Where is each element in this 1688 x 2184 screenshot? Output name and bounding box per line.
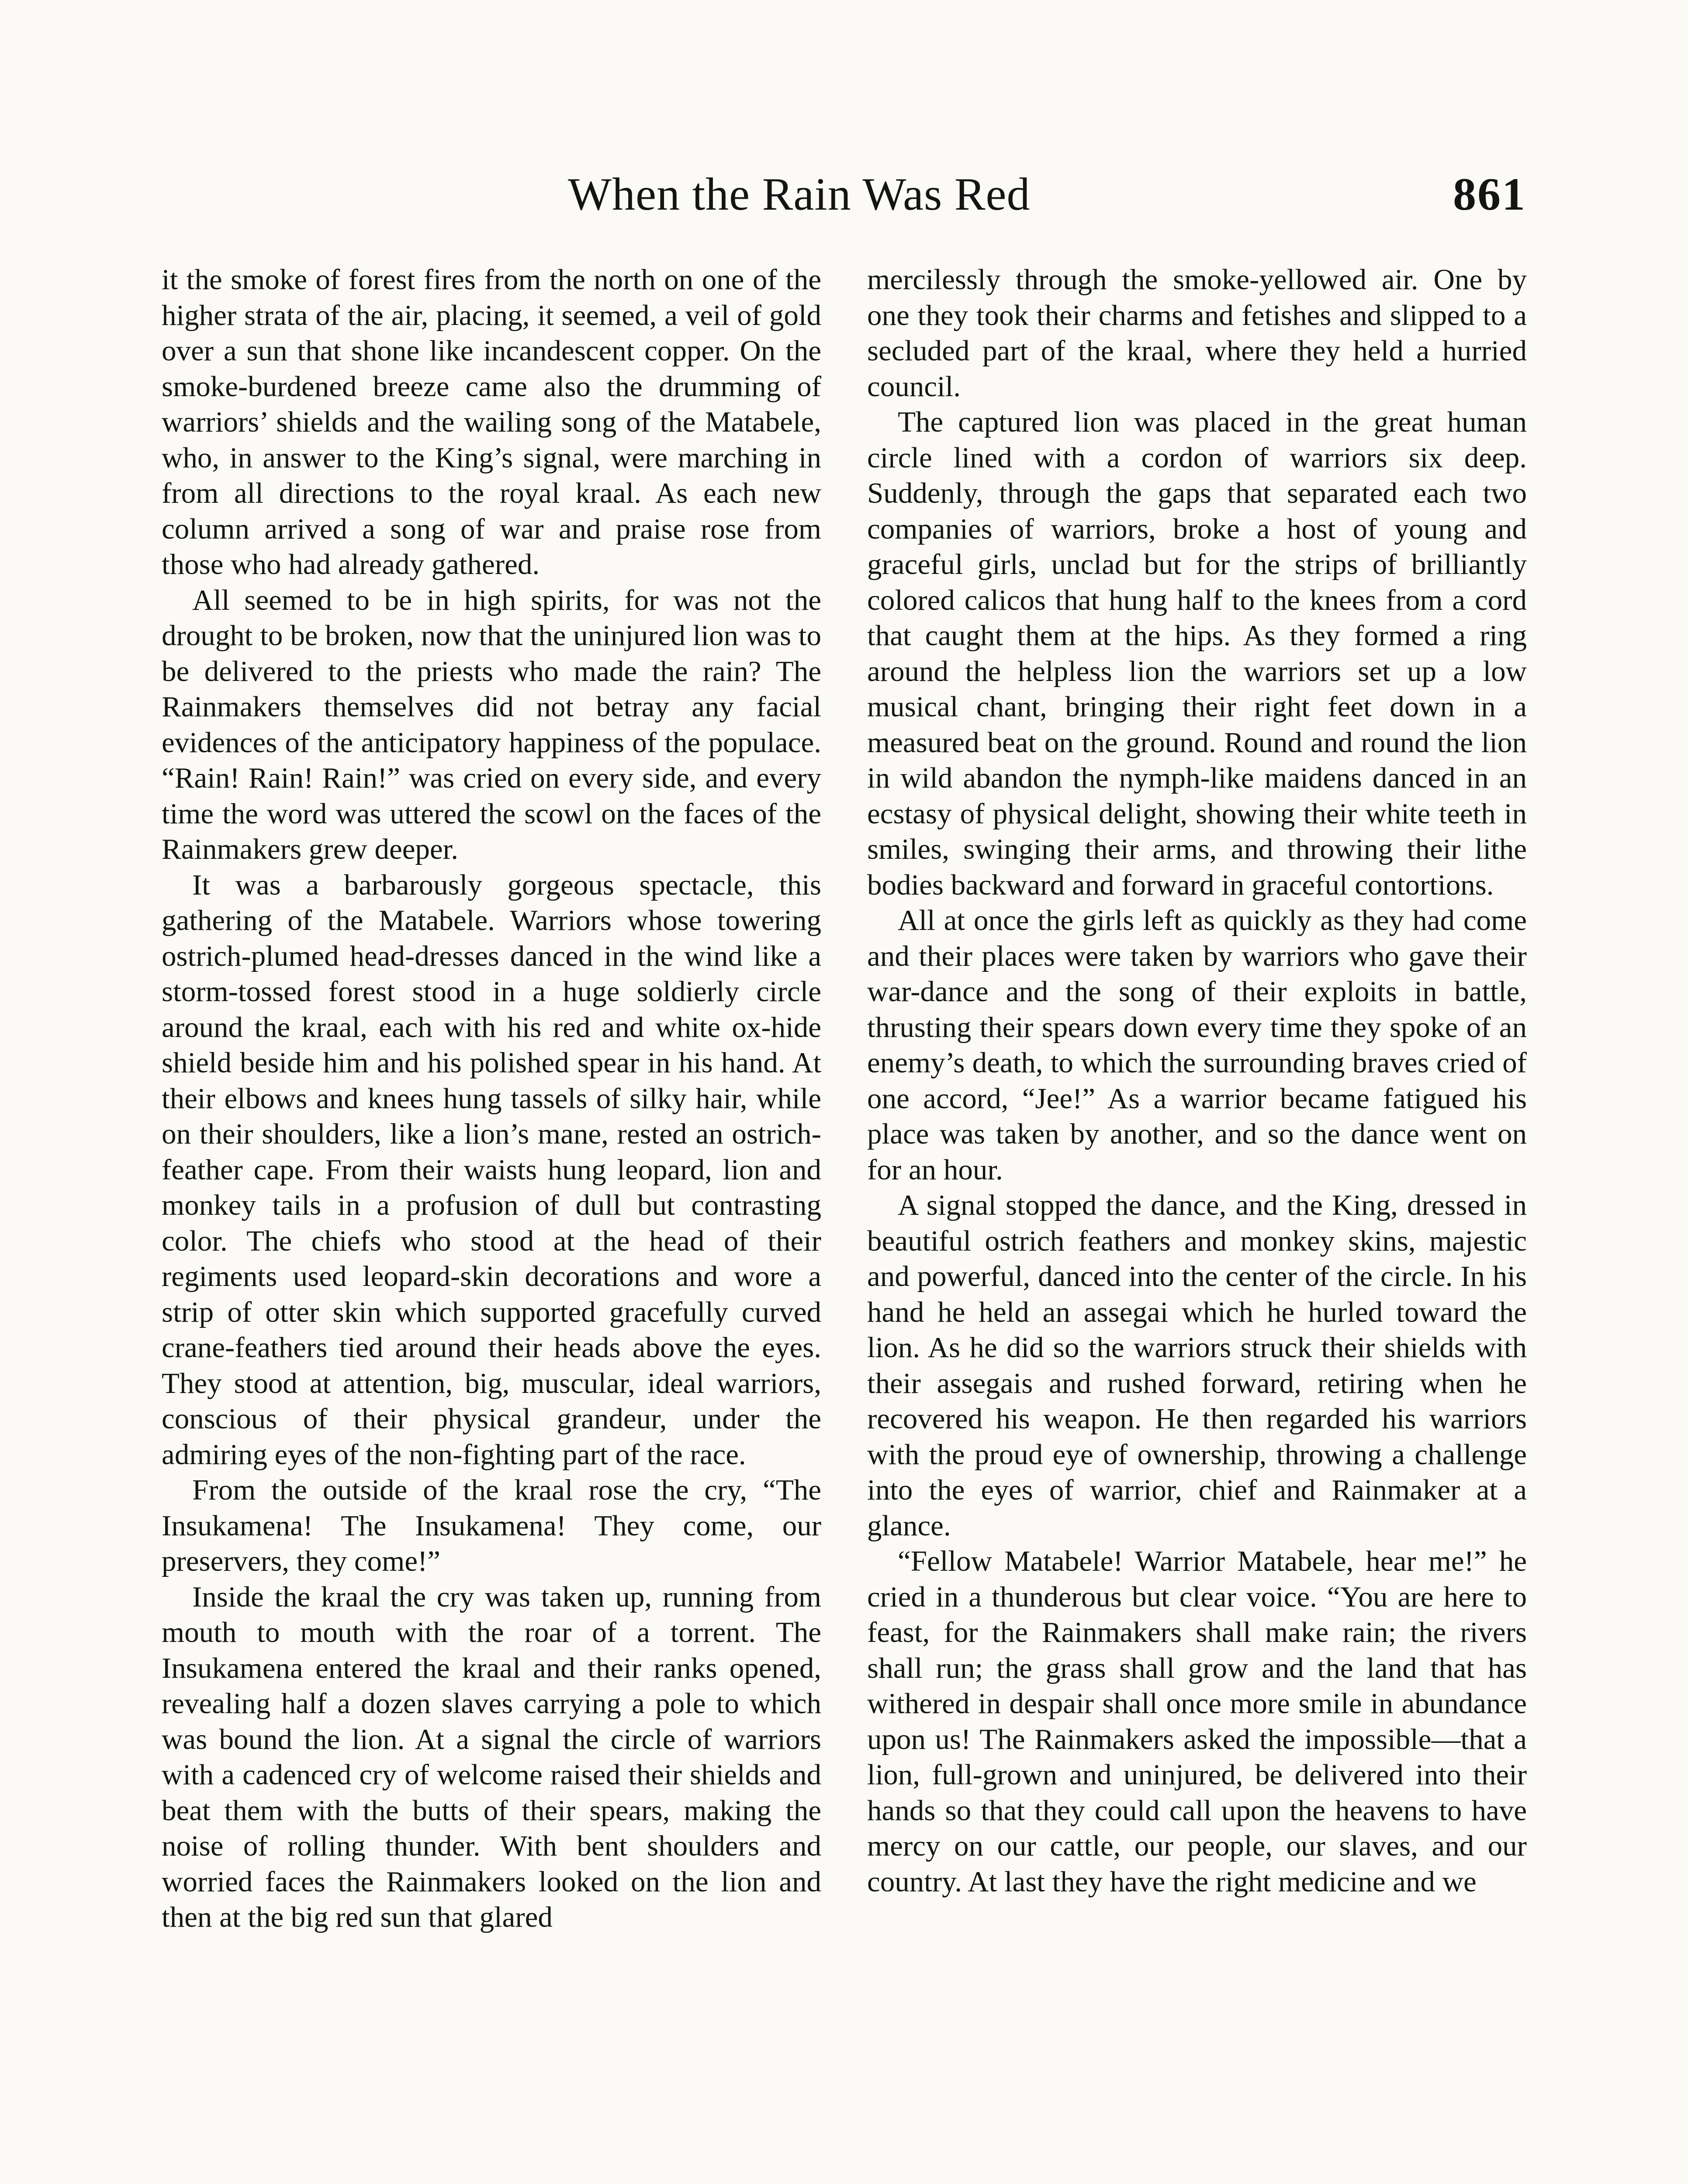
paragraph: From the outside of the kraal rose the cry, “The Insukamena! The Insukamena! They come, our preservers, they come!” (162, 1474, 821, 1577)
paragraph: “Fellow Matabele! Warrior Matabele, hear me!” he cried in a thunderous but clear voice. “You are here to feast, for the Rainmakers shall make rain; the rivers shall run; the grass shall grow and the land that has withered in despair shall once more smile in abundance upon us! The Rainmakers asked the impossible—that a lion, full-grown and uninjured, be delivered into their hands so that they could call upon the heavens to have mercy on our cattle, our people, our slaves, and our country. At last they have the right medicine and we (867, 1545, 1527, 1898)
paragraph: Inside the kraal the cry was taken up, running from mouth to mouth with the roar of a torrent. The Insukamena entered the kraal and their ranks opened, revealing half a dozen slaves carrying a pole to which was bound the lion. At a signal the circle of warriors with a cadenced cry of welcome raised their shields and beat them with the butts of their spears, making the noise of rolling thunder. With bent shoulders and worried faces the Rainmakers looked on the lion and then at the big red sun that glared (162, 1580, 821, 1933)
paragraph: The captured lion was placed in the great human circle lined with a cordon of warriors six deep. Suddenly, through the gaps that separated each two companies of warriors, broke a host of young and graceful girls, unclad but for the strips of brilliantly colored calicos that hung half to the knees from a cord that caught them at the hips. As they formed a ring around the helpless lion the warriors set up a low musical chant, bringing their right feet down in a measured beat on the ground. Round and round the lion in wild abandon the nymph-like maidens danced in an ecstasy of physical delight, showing their white teeth in smiles, swinging their arms, and throwing their lithe bodies backward and forward in graceful contortions. (867, 406, 1527, 901)
paragraph: All at once the girls left as quickly as they had come and their places were taken by warriors who gave their war-dance and the song of their exploits in battle, thrusting their spears down every time they spoke of an enemy’s death, to which the surrounding braves cried of one accord, “Jee!” As a warrior became fatigued his place was taken by another, and so the dance went on for an hour. (867, 904, 1527, 1186)
paragraph: A signal stopped the dance, and the King, dressed in beautiful ostrich feathers and monkey skins, majestic and powerful, danced into the center of the circle. In his hand he held an assegai which he hurled toward the lion. As he did so the warriors struck their shields with their assegais and rushed forward, retiring when he recovered his weapon. He then regarded his warriors with the proud eye of ownership, throwing a challenge into the eyes of warrior, chief and Rainmaker at a glance. (867, 1189, 1527, 1542)
paragraph: mercilessly through the smoke-yellowed air. One by one they took their charms and fetishes and slipped to a secluded part of the kraal, where they held a hurried council. (867, 263, 1527, 403)
running-title: When the Rain Was Red (568, 169, 1031, 220)
text-column-right (867, 262, 1527, 1900)
page-number: 861 (1453, 169, 1526, 220)
paragraph: It was a barbarously gorgeous spectacle, this gathering of the Matabele. Warriors whose towering ostrich-plumed head-dresses danced in the wind like a storm-tossed forest stood in a huge soldierly circle around the kraal, each with his red and white ox-hide shield beside him and his polished spear in his hand. At their elbows and knees hung tassels of silky hair, while on their shoulders, like a lion’s mane, rested an ostrich-feather cape. From their waists hung leopard, lion and monkey tails in a profusion of dull but contrasting color. The chiefs who stood at the head of their regiments used leopard-skin decorations and wore a strip of otter skin which supported gracefully curved crane-feathers tied around their heads above the eyes. They stood at attention, big, muscular, ideal warriors, conscious of their physical grandeur, under the admiring eyes of the non-fighting part of the race. (162, 868, 821, 1471)
text-column-left (162, 262, 821, 1935)
paragraph: All seemed to be in high spirits, for was not the drought to be broken, now that the uninjured lion was to be delivered to the priests who made the rain? The Rainmakers themselves did not betray any facial evidences of the anticipatory happiness of the populace. “Rain! Rain! Rain!” was cried on every side, and every time the word was uttered the scowl on the faces of the Rainmakers grew deeper. (162, 584, 821, 865)
paragraph: it the smoke of forest fires from the north on one of the higher strata of the air, placing, it seemed, a veil of gold over a sun that shone like incandescent copper. On the smoke-burdened breeze came also the drumming of warriors’ shields and the wailing song of the Matabele, who, in answer to the King’s signal, were marching in from all directions to the royal kraal. As each new column arrived a song of war and praise rose from those who had already gathered. (162, 263, 821, 581)
